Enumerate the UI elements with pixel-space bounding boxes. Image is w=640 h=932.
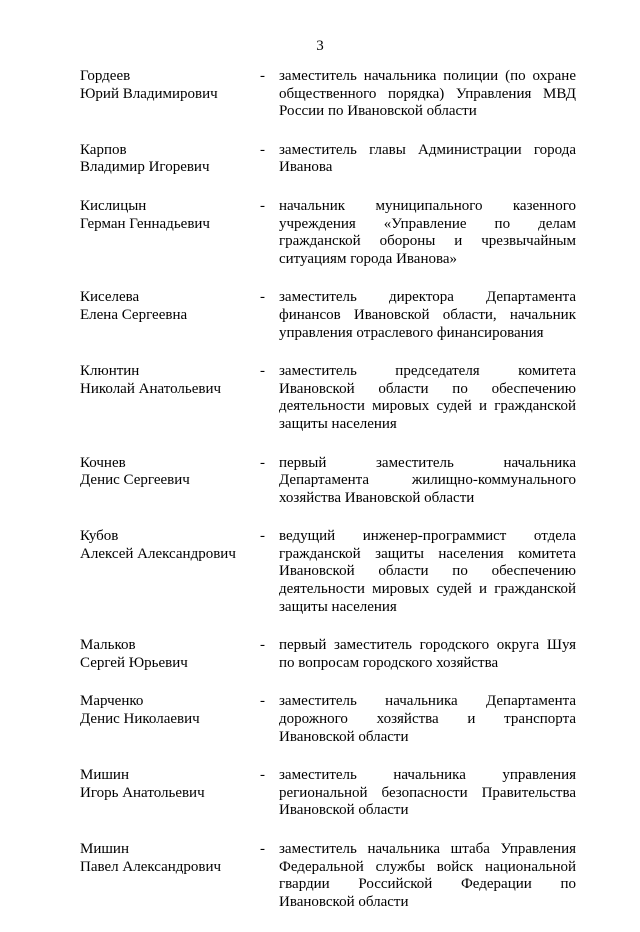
person-position: начальник муниципального казенного учреждения «Управление по делам гражданской обороны и чрезвычайным ситуациям города Иванова» [279,197,576,267]
separator-dash: - [260,528,265,545]
person-surname: Гордеев [80,68,131,84]
list-item [80,142,576,177]
person-position: заместитель начальника управления региональной безопасности Правительства Ивановской области [279,767,576,819]
person-name [80,767,260,802]
person-name [80,142,260,177]
person-position: первый заместитель начальника Департамента жилищно-коммунального хозяйства Ивановской области [279,454,576,506]
page-number: 3 [316,38,324,54]
person-position: заместитель начальника Департамента дорожного хозяйства и транспорта Ивановской области [279,693,576,745]
person-position: заместитель председателя комитета Ивановской области по обеспечению деятельности мировых судей и гражданской защиты населения [279,363,576,432]
person-given-names: Денис Николаевич [80,711,200,728]
separator-dash: - [260,841,265,857]
list-item [80,841,576,911]
person-surname: Клюнтин [80,363,140,380]
separator-dash: - [260,141,265,158]
person-position: первый заместитель городского округа Шуя по вопросам городского хозяйства [279,637,576,671]
list-item [80,693,576,746]
person-name [80,637,260,672]
personnel-list [80,68,576,932]
list-item [80,68,576,121]
separator-dash: - [260,289,265,306]
list-item [80,528,576,616]
person-given-names: Николай Анатольевич [80,380,222,397]
person-given-names: Елена Сергеевна [80,306,188,323]
separator-dash: - [260,197,265,214]
person-given-names: Денис Сергеевич [80,472,190,489]
person-given-names: Юрий Владимирович [80,85,218,102]
person-name [80,68,260,103]
person-name [80,528,260,563]
person-position: заместитель начальника штаба Управления Федеральной службы войск национальной гвардии Российской Федерации по Ивановской области [279,841,576,910]
list-item [80,767,576,820]
person-position: заместитель главы Администрации города Иванова [279,141,576,176]
person-surname: Кислицын [80,197,147,214]
person-given-names: Алексей Александрович [80,545,236,562]
person-surname: Мальков [80,637,136,654]
person-surname: Мишин [80,767,129,784]
list-item [80,289,576,342]
person-surname: Марченко [80,693,144,710]
person-name [80,289,260,324]
person-surname: Киселева [80,289,140,306]
separator-dash: - [260,454,265,471]
separator-dash: - [260,767,265,784]
person-position: заместитель директора Департамента финансов Ивановской области, начальник управления отраслевого финансирования [279,289,576,341]
person-position: ведущий инженер-программист отдела гражданской защиты населения комитета Ивановской области по обеспечению деятельности мировых судей и гражданской защиты населения [279,528,576,615]
person-surname: Мишин [80,841,129,857]
person-name [80,693,260,728]
separator-dash: - [260,693,265,710]
person-surname: Кубов [80,528,119,545]
person-name [80,841,260,876]
separator-dash: - [260,637,265,654]
person-surname: Карпов [80,141,127,158]
person-given-names: Игорь Анатольевич [80,784,205,801]
person-name [80,198,260,233]
person-given-names: Герман Геннадьевич [80,215,210,232]
list-item [80,363,576,433]
person-position: заместитель начальника полиции (по охране общественного порядка) Управления МВД России по Ивановской области [279,68,576,120]
list-item [80,198,576,268]
person-given-names: Сергей Юрьевич [80,654,188,671]
separator-dash: - [260,363,265,380]
person-given-names: Владимир Игоревич [80,159,210,176]
person-name [80,363,260,398]
person-given-names: Павел Александрович [80,858,222,875]
person-name [80,455,260,490]
person-surname: Кочнев [80,454,126,471]
list-item [80,637,576,672]
list-item [80,455,576,508]
separator-dash: - [260,68,265,84]
